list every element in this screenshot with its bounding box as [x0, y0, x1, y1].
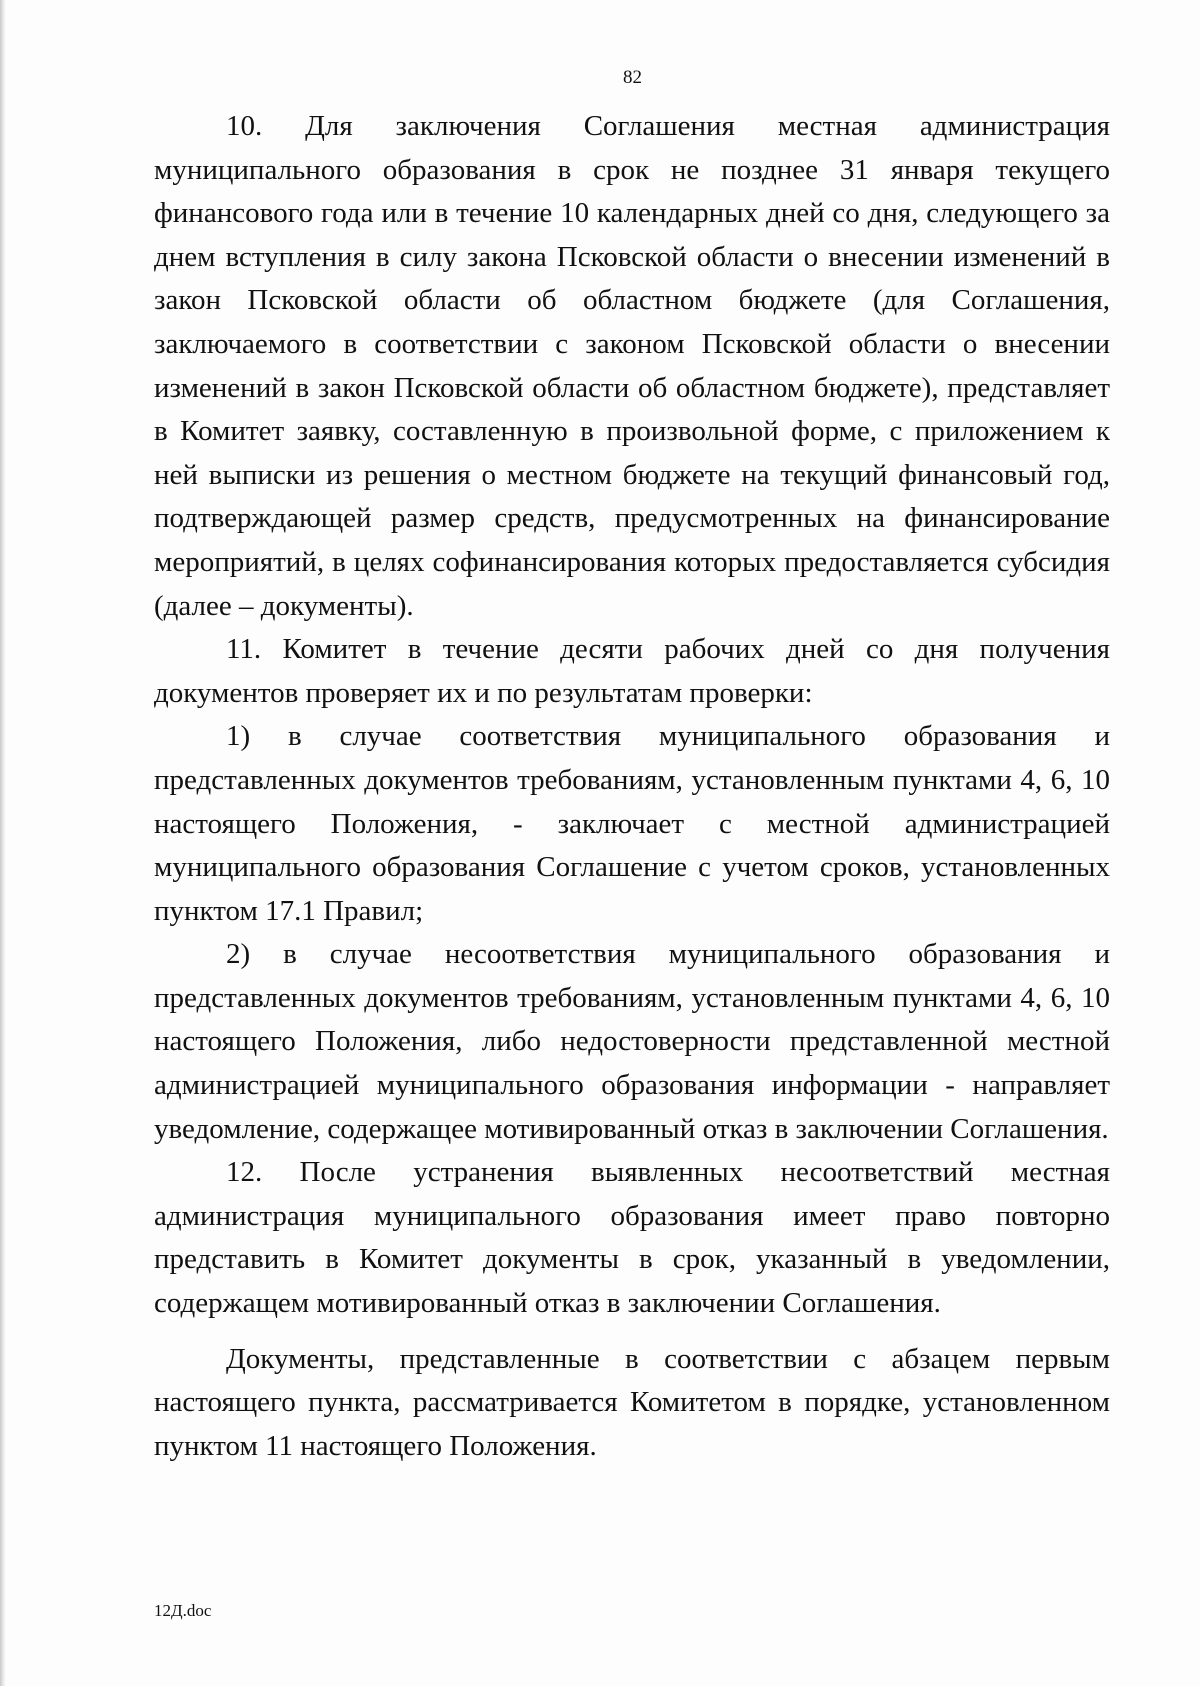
page-number: 82 [623, 67, 642, 88]
paragraph-11-item-2: 2) в случае несоответствия муниципального образования и представленных документов требованиям, установленным пунктами 4, 6, 10 настоящего Положения, либо недостоверности представленной местной администрацией муниципального образования информации - направляет уведомление, содержащее мотивированный отказ в заключении Соглашения. [154, 938, 1110, 1145]
paragraph-12: 12. После устранения выявленных несоответствий местная администрация муниципального образования имеет право повторно представить в Комитет документы в срок, указанный в уведомлении, содержащем мотивированный отказ в заключении Соглашения. [154, 1156, 1110, 1320]
paragraph-11: 11. Комитет в течение десяти рабочих дней со дня получения документов проверяет их и по результатам проверки: [154, 633, 1110, 709]
paragraph-12-second-para: Документы, представленные в соответствии с абзацем первым настоящего пункта, рассматривается Комитетом в порядке, установленном пунктом 11 настоящего Положения. [154, 1342, 1110, 1462]
scan-edge-shadow [0, 0, 6, 1686]
footer-filename: 12Д.doc [154, 1601, 212, 1620]
paragraph-11-item-1: 1) в случае соответствия муниципального образования и представленных документов требованиям, установленным пунктами 4, 6, 10 настоящего Положения, - заключает с местной администрацией муниципального образования Соглашение с учетом сроков, установленных пунктом 17.1 Правил; [154, 720, 1110, 927]
paragraph-10: 10. Для заключения Соглашения местная администрация муниципального образования в срок не позднее 31 января текущего финансового года или в течение 10 календарных дней со дня, следующего за днем вступления в силу закона Псковской области о внесении изменений в закон Псковской области об областном бюджете (для Соглашения, заключаемого в соответствии с законом Псковской области о внесении изменений в закон Псковской области об областном бюджете), представляет в Комитет заявку, составленную в произвольной форме, с приложением к ней выписки из решения о местном бюджете на текущий финансовый год, подтверждающей размер средств, предусмотренных на финансирование мероприятий, в целях софинансирования которых предоставляется субсидия (далее – документы). [154, 110, 1110, 622]
document-body [154, 105, 1110, 1468]
